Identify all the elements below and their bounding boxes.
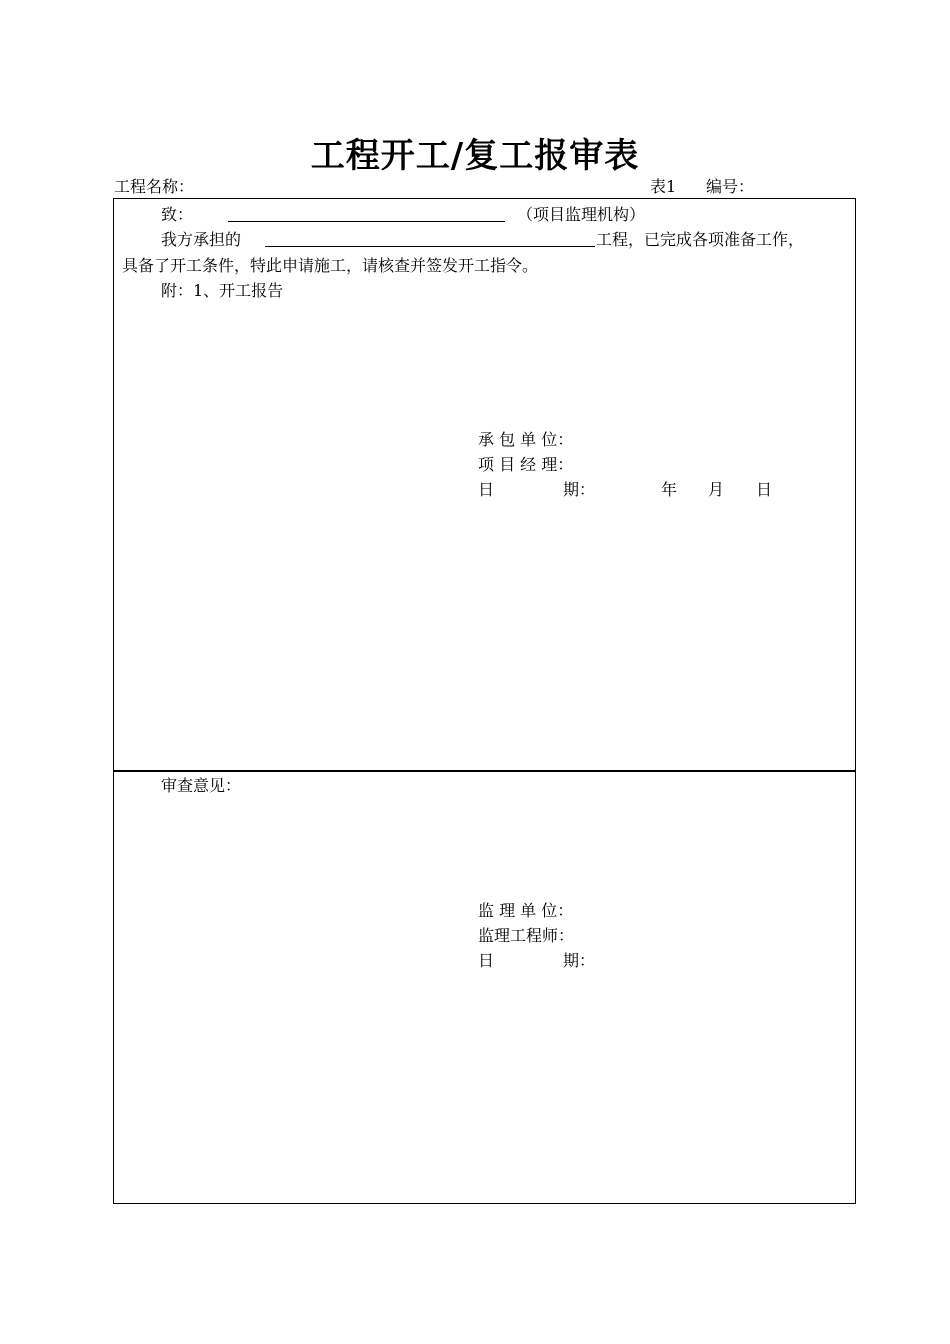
serial-number-label: 编号：: [706, 177, 755, 196]
recipient-suffix: （项目监理机构）: [517, 205, 646, 224]
project-manager-label: 项 目 经 理：: [478, 455, 574, 474]
date-day: 日: [756, 480, 773, 499]
review-date-label-left: 日: [478, 951, 495, 970]
review-opinion-label: 审查意见：: [161, 776, 242, 795]
to-label: 致：: [161, 205, 194, 224]
date-month: 月: [708, 480, 725, 499]
project-blank[interactable]: [265, 246, 595, 247]
date-label-left: 日: [478, 480, 495, 499]
application-line1-suffix: 工程，已完成各项准备工作，: [596, 230, 805, 249]
supervisor-unit-label: 监 理 单 位：: [478, 901, 574, 920]
review-section: [113, 770, 856, 1204]
page-title: 工程开工/复工报审表: [310, 136, 640, 176]
form-number: 表1: [650, 177, 677, 196]
project-name-label: 工程名称：: [114, 177, 195, 196]
application-line1-prefix: 我方承担的: [161, 230, 242, 249]
contractor-label: 承 包 单 位：: [478, 430, 574, 449]
application-line2: 具备了开工条件，特此申请施工，请核查并签发开工指令。: [122, 256, 539, 275]
date-year: 年: [661, 480, 678, 499]
supervising-engineer-label: 监理工程师：: [478, 926, 575, 945]
recipient-blank[interactable]: [228, 221, 505, 222]
attachment-label: 附：1、开工报告: [161, 281, 284, 300]
date-label-right: 期：: [563, 480, 596, 499]
review-date-label-right: 期：: [563, 951, 596, 970]
